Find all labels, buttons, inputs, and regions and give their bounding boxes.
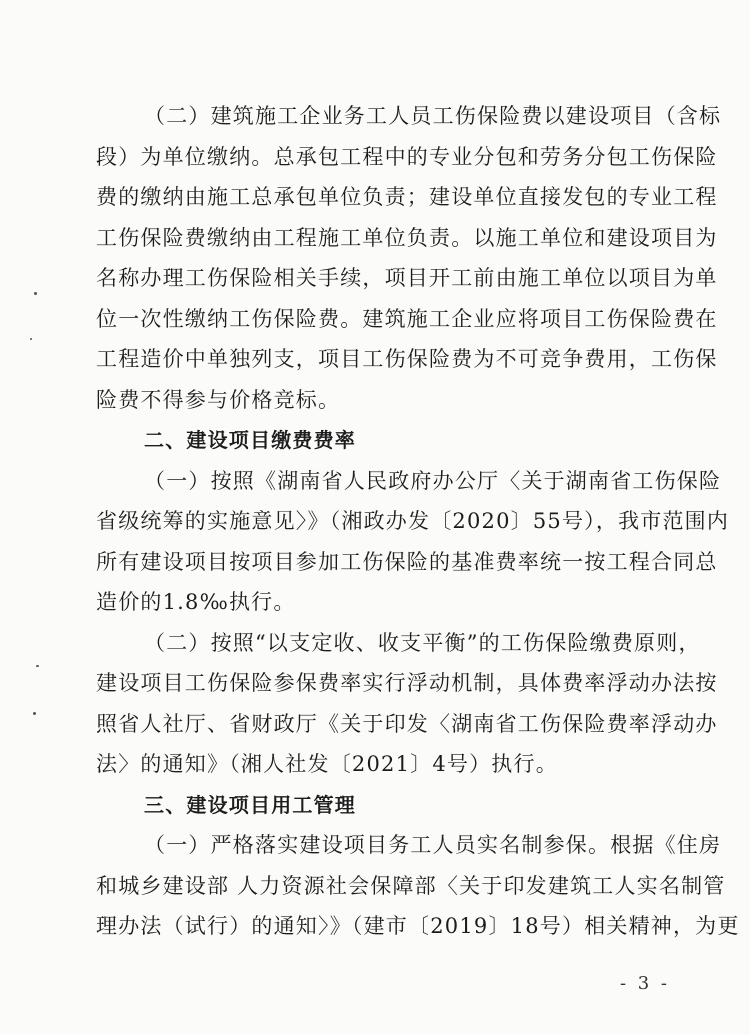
paragraph-line: 和城乡建设部 人力资源社会保障部〈关于印发建筑工人实名制管 (96, 874, 726, 898)
paragraph-line: 位一次性缴纳工伤保险费。建筑施工企业应将项目工伤保险费在 (96, 307, 718, 331)
paragraph-line: 建设项目工伤保险参保费率实行浮动机制，具体费率浮动办法按 (96, 671, 718, 695)
paragraph-line: 法〉的通知》（湘人社发〔2021〕4号）执行。 (96, 752, 558, 776)
paragraph-line: （一）严格落实建设项目务工人员实名制参保。根据《住房 (144, 833, 722, 857)
paragraph-line: 工程造价中单独列支，项目工伤保险费为不可竞争费用，工伤保 (96, 347, 718, 371)
scan-speck (30, 338, 32, 340)
paragraph-line: 名称办理工伤保险相关手续，项目开工前由施工单位以项目为单 (96, 266, 718, 290)
section-heading: 二、建设项目缴费费率 (144, 428, 356, 452)
paragraph-line: （二）建筑施工企业务工人员工伤保险费以建设项目（含标 (144, 104, 722, 128)
paragraph-line: 省级统筹的实施意见〉》（湘政办发〔2020〕55号），我市范围内 (96, 509, 730, 533)
paragraph-line: （一）按照《湖南省人民政府办公厅〈关于湖南省工伤保险 (144, 469, 722, 493)
paragraph-line: 险费不得参与价格竞标。 (96, 388, 341, 412)
page-number: - 3 - (619, 973, 670, 994)
paragraph-line: 照省人社厅、省财政厅《关于印发〈湖南省工伤保险费率浮动办 (96, 712, 718, 736)
section-heading: 三、建设项目用工管理 (144, 793, 356, 817)
paragraph-line: 造价的1.8‰执行。 (96, 590, 296, 614)
paragraph-line: 所有建设项目按项目参加工伤保险的基准费率统一按工程合同总 (96, 550, 718, 574)
paragraph-line: 段）为单位缴纳。总承包工程中的专业分包和劳务分包工伤保险 (96, 145, 718, 169)
scan-speck (33, 712, 36, 715)
scan-speck (34, 292, 37, 295)
paragraph-line: （二）按照“以支定收、收支平衡”的工伤保险缴费原则， (144, 631, 701, 655)
paragraph-line: 理办法（试行）的通知〉》（建市〔2019〕18号）相关精神，为更 (96, 914, 740, 938)
paragraph-line: 费的缴纳由施工总承包单位负责；建设单位直接发包的专业工程 (96, 185, 718, 209)
paragraph-line: 工伤保险费缴纳由工程施工单位负责。以施工单位和建设项目为 (96, 226, 718, 250)
scan-speck (36, 665, 39, 667)
